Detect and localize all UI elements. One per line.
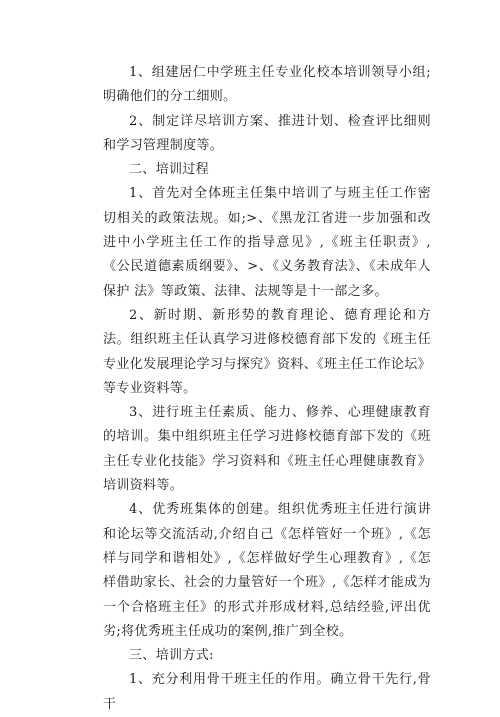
section-heading-training-process: 二、培训过程 bbox=[129, 162, 210, 178]
paragraph-training-plan: 2、制定详尽培训方案、推进计划、检查评比细则和学习管理制度等。 bbox=[103, 113, 431, 153]
section-heading-training-method: 三、培训方式: bbox=[129, 648, 214, 664]
paragraph-excellent-class: 4、优秀班集体的创建。组织优秀班主任进行演讲和论坛等交流活动,介绍自己《怎样管好一个班》,《怎样与同学和谐相处》,《怎样做好学生心理教育》,《怎样借助家长、社会的力量管好一个班》,《怎样才能成为一个合格班主任》的形式并形成材料,总结经验,评出优劣;将优秀班主任成功的案例,推广到全校。 bbox=[103, 502, 431, 639]
paragraph-policy-training: 1、首先对全体班主任集中培训了与班主任工作密切相关的政策法规。如;>、《黑龙江省进一步加强和改进中小学班主任工作的指导意见》,《班主任职责》,《公民道德素质纲要》、>、《义务教育法》、《未成年人保护 法》等政策、法律、法规等是十一部之多。 bbox=[103, 186, 431, 299]
document-body bbox=[103, 61, 431, 717]
paragraph-education-theory: 2、新时期、新形势的教育理论、德育理论和方法。组织班主任认真学习进修校德育部下发的《班主任专业化发展理论学习与探究》资料、《班主任工作论坛》等专业资料等。 bbox=[103, 307, 431, 396]
paragraph-backbone-teachers: 1、充分利用骨干班主任的作用。确立骨干先行,骨干 bbox=[103, 672, 431, 712]
paragraph-leadership-group: 1、组建居仁中学班主任专业化校本培训领导小组;明确他们的分工细则。 bbox=[103, 65, 431, 105]
paragraph-quality-training: 3、进行班主任素质、能力、修养、心理健康教育的培训。集中组织班主任学习进修校德育部下发的《班主任专业化技能》学习资料和《班主任心理健康教育》培训资料等。 bbox=[103, 405, 431, 494]
